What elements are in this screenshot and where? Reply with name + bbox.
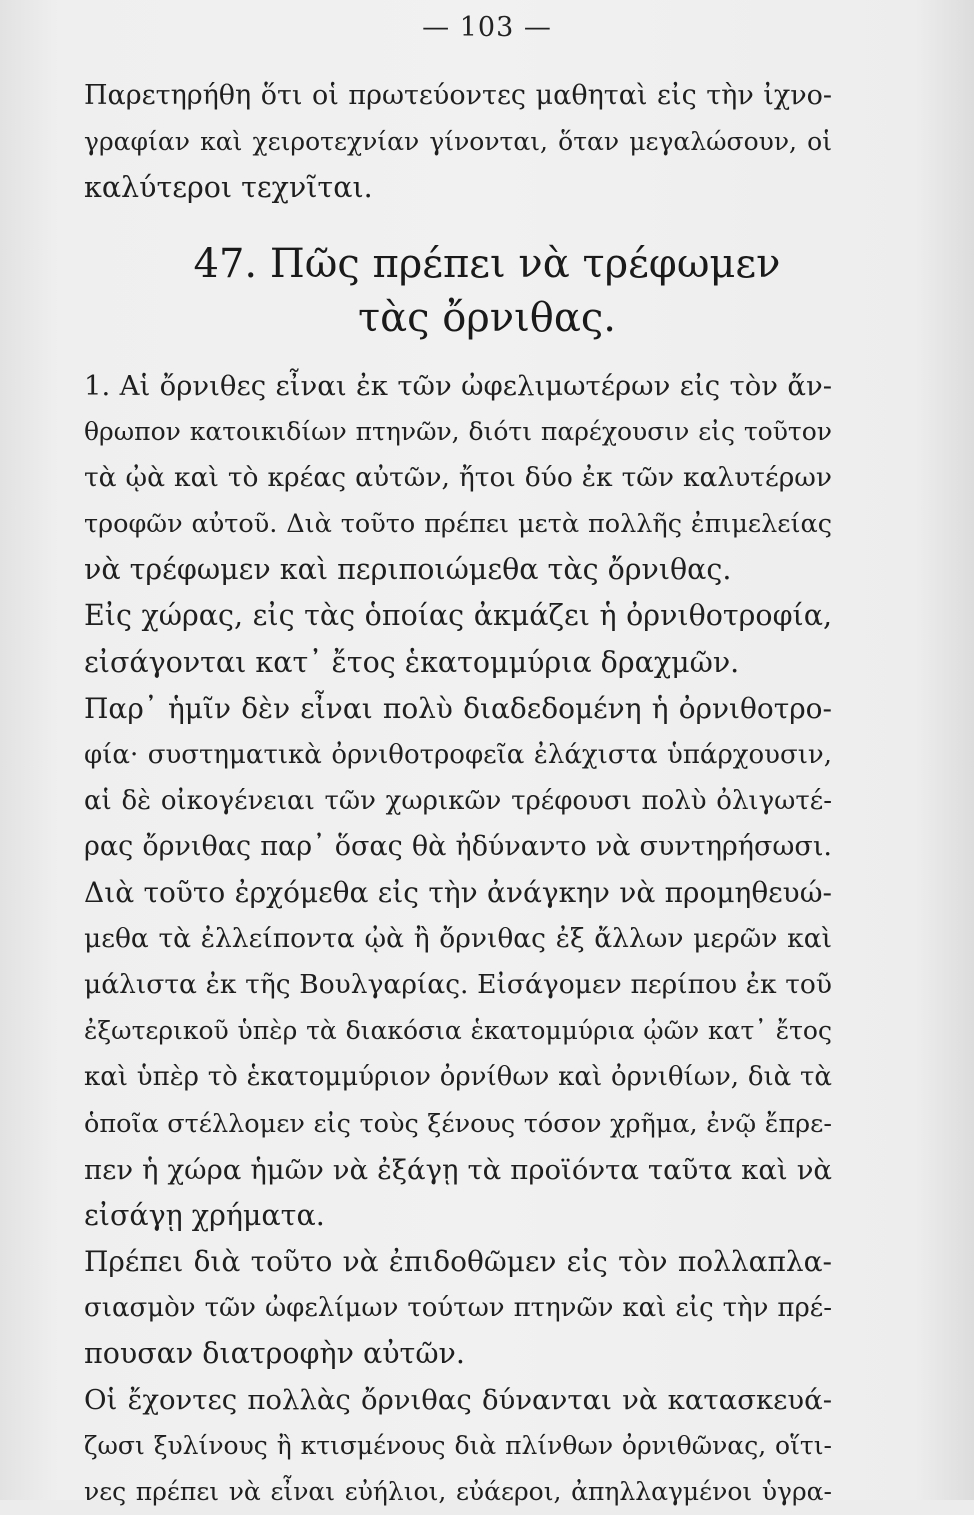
text-line: εἰσάγονται κατ᾽ ἔτος ἑκατομμύρια δραχμῶν. (84, 645, 740, 679)
text-line: 1. Αἱ ὄρνιθες εἶναι ἐκ τῶν ὠφελιμωτέρων εἰς τὸν ἄν- (84, 370, 832, 402)
intro-paragraph (84, 73, 832, 211)
text-line: πουσαν διατροφὴν αὐτῶν. (84, 1336, 465, 1370)
text-line: μεθα τὰ ἐλλείποντα ᾠὰ ἢ ὄρνιθας ἐξ ἄλλων μερῶν καὶ (84, 923, 832, 955)
text-line: νὰ τρέφωμεν καὶ περιποιώμεθα τὰς ὄρνιθας. (84, 553, 732, 587)
text-line: ρας ὄρνιθας παρ᾽ ὅσας θὰ ἠδύναντο νὰ συντηρήσωσι. (84, 830, 832, 862)
text-line: τροφῶν αὐτοῦ. Διὰ τοῦτο πρέπει μετὰ πολλῆς ἐπιμελείας (84, 509, 832, 540)
text-line: ὁποῖα στέλλομεν εἰς τοὺς ξένους τόσον χρῆμα, ἐνῷ ἔπρε- (84, 1108, 832, 1139)
text-line: Παρετηρήθη ὅτι οἱ πρωτεύοντες μαθηταὶ εἰς τὴν ἰχνο- (84, 80, 832, 111)
text-line: Οἱ ἔχοντες πολλὰς ὄρνιθας δύνανται νὰ κατασκευά- (84, 1384, 832, 1417)
text-line: καλύτεροι τεχνῖται. (84, 171, 373, 205)
text-line: Διὰ τοῦτο ἐρχόμεθα εἰς τὴν ἀνάγκην νὰ προμηθευώ- (84, 876, 832, 910)
text-line: τὰ ᾠὰ καὶ τὸ κρέας αὐτῶν, ἤτοι δύο ἐκ τῶν καλυτέρων (84, 462, 832, 494)
text-line: αἱ δὲ οἰκογένειαι τῶν χωρικῶν τρέφουσι πολὺ ὀλιγωτέ- (84, 785, 832, 816)
section-heading-line-2: τὰς ὄρνιθας. (357, 295, 617, 341)
text-line: γραφίαν καὶ χειροτεχνίαν γίνονται, ὅταν μεγαλώσουν, οἱ (84, 127, 832, 157)
text-line: Πρέπει διὰ τοῦτο νὰ ἐπιδοθῶμεν εἰς τὸν πολλαπλα- (84, 1244, 832, 1278)
text-line: νες πρέπει νὰ εἶναι εὐήλιοι, εὐάεροι, ἀπηλλαγμένοι ὑγρα- (84, 1477, 832, 1507)
text-line: φία· συστηματικὰ ὀρνιθοτροφεῖα ἐλάχιστα ὑπάρχουσιν, (84, 739, 832, 770)
page-number: — 103 — (422, 12, 552, 43)
text-line: πεν ἡ χώρα ἡμῶν νὰ ἐξάγῃ τὰ προϊόντα ταῦτα καὶ νὰ (84, 1153, 832, 1186)
section-heading (0, 237, 974, 345)
text-line: σιασμὸν τῶν ὠφελίμων τούτων πτηνῶν καὶ εἰς τὴν πρέ- (84, 1292, 832, 1323)
text-line: ἐξωτερικοῦ ὑπὲρ τὰ διακόσια ἑκατομμύρια ᾠῶν κατ᾽ ἔτος (84, 1016, 832, 1046)
text-line: καὶ ὑπὲρ τὸ ἑκατομμύριον ὀρνίθων καὶ ὀρνιθίων, διὰ τὰ (84, 1062, 832, 1093)
text-line: θρωπον κατοικιδίων πτηνῶν, διότι παρέχουσιν εἰς τοῦτον (84, 417, 832, 447)
section-heading-line-1: 47. Πῶς πρέπει νὰ τρέφωμεν (193, 241, 781, 287)
text-line: Παρ᾽ ἡμῖν δὲν εἶναι πολὺ διαδεδομένη ἡ ὀρνιθοτρο- (84, 691, 832, 725)
text-line: μάλιστα ἐκ τῆς Βουλγαρίας. Εἰσάγομεν περίπου ἐκ τοῦ (84, 969, 832, 1001)
text-line: ζωσι ξυλίνους ἢ κτισμένους διὰ πλίνθων ὀρνιθῶνας, οἵτι- (84, 1431, 832, 1461)
body-text (84, 363, 832, 1515)
text-line: Εἰς χώρας, εἰς τὰς ὁποίας ἀκμάζει ἡ ὀρνιθοτροφία, (84, 599, 832, 633)
text-line: εἰσάγῃ χρήματα. (84, 1198, 325, 1232)
